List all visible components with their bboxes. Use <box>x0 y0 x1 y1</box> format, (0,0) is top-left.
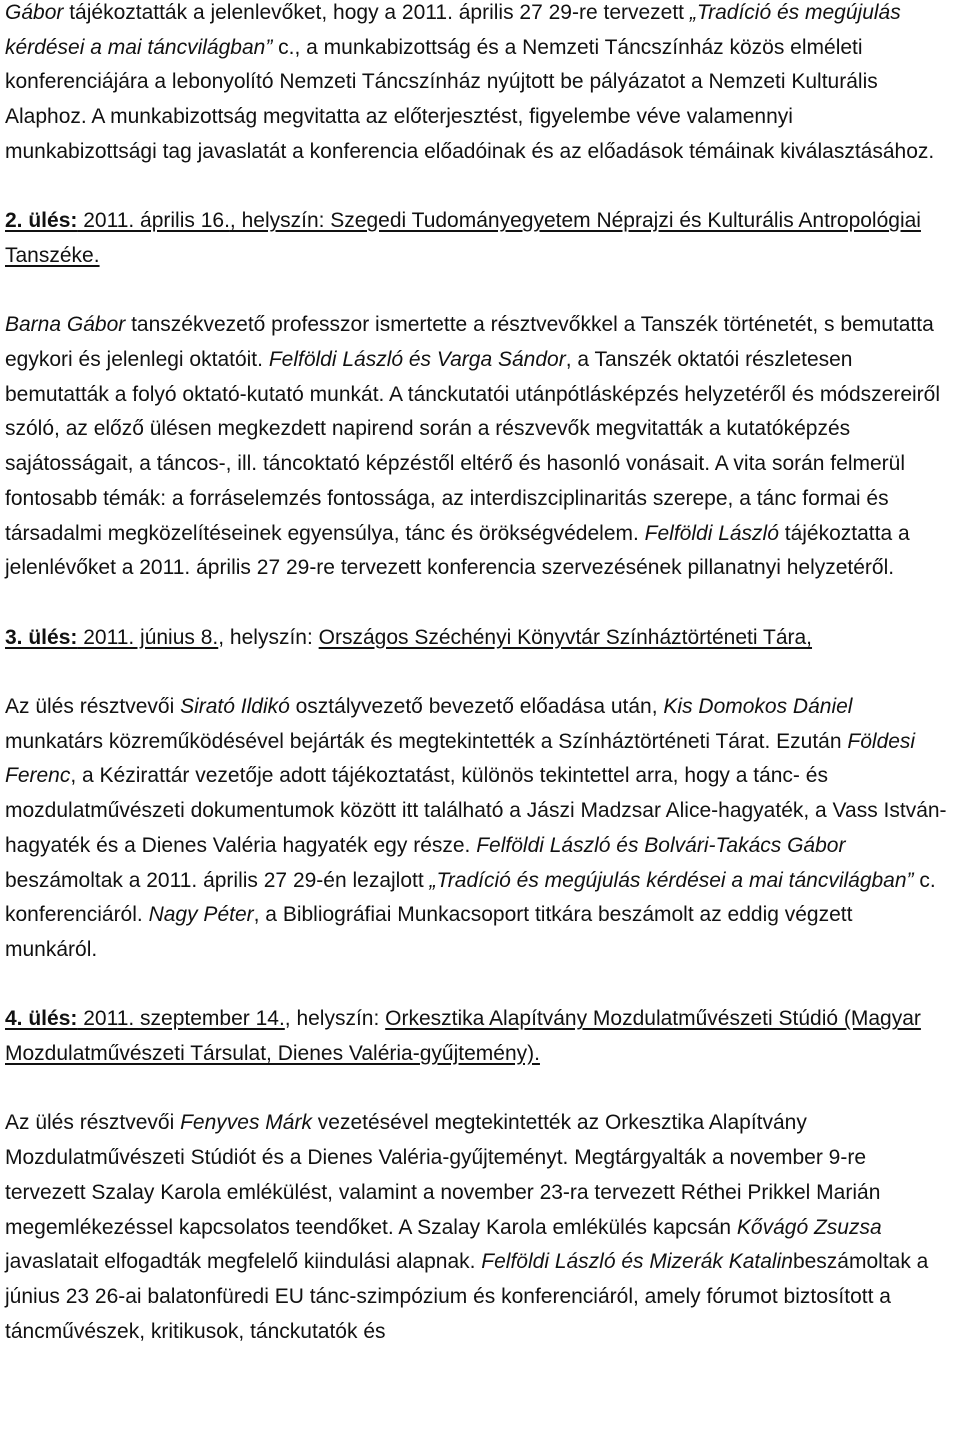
text-run: Földesi Ferenc <box>5 729 916 788</box>
text-run: 2011. április 16. <box>77 209 230 233</box>
text-run: , helyszín: Szegedi Tudományegyetem Néprajzi és Kulturális Antropológiai Tanszéke. <box>5 209 921 267</box>
text-run: Felföldi László és Varga Sándor <box>268 348 566 371</box>
text-run: Nagy Péter <box>148 903 254 927</box>
session-2-heading <box>5 204 950 273</box>
text-run: Barna Gábor <box>5 313 126 337</box>
text-run: Felföldi László és Bolvári-Takács Gábor <box>476 833 846 857</box>
paragraph-session-3 <box>5 690 950 968</box>
text-run: tájékoztatta a jelenlévőket a 2011. április 27 29-re tervezett konferencia szervezésének pillanatnyi helyzetéről. <box>5 521 910 580</box>
paragraph-gap <box>5 655 950 690</box>
text-run: javaslatait elfogadták megfelelő kiindulási alapnak. <box>5 1250 482 1274</box>
text-run: Fenyves Márk <box>180 1111 312 1135</box>
text-run: Gábor <box>5 1 64 24</box>
text-run: 2011. június 8. <box>77 625 219 649</box>
text-run: Országos Széchényi Könyvtár Színháztörténeti Tára, <box>318 625 813 649</box>
text-run: osztályvezető bevezető előadása után, <box>289 695 664 718</box>
text-run: „Tradíció és megújulás kérdései a mai táncvilágban” <box>429 868 914 892</box>
paragraph-gap <box>5 968 950 1003</box>
text-run: 2. ülés: <box>5 209 78 233</box>
text-run: Orkesztika Alapítvány Mozdulatművészeti Stúdió (Magyar Mozdulatművészeti Társulat, Dienes Valéria-gyűjtemény). <box>5 1007 921 1066</box>
text-run: munkatárs közreműködésével bejárták és megtekintették a Színháztörténeti Tárat. Ezután <box>5 729 848 753</box>
paragraph-gap <box>5 274 950 309</box>
paragraph-gap <box>5 1072 950 1107</box>
text-run: Felföldi László és Mizerák Katalin <box>481 1250 793 1274</box>
paragraph-session-4 <box>5 1106 950 1349</box>
paragraph-session-2 <box>5 308 950 586</box>
text-run: tájékoztatták a jelenlevőket, hogy a 2011. április 27 29-re tervezett <box>63 1 690 24</box>
text-run: , a Kézirattár vezetője adott tájékoztatást, különös tekintettel arra, hogy a tánc- és mozdulatművészeti dokumentumok között itt található a Jászi Madzsar Alice-hagyaték, a Vass István-hagyaték és a Dienes Valéria hagyaték egy része. <box>5 764 947 857</box>
text-run: , a Tanszék oktatói részletesen bemutatták a folyó oktató-kutató munkát. A tánckutatói utánpótlásképzés helyzetéről és módszereiről szóló, az előző ülésen megkezdett napirend során a részvevők megvitatták a kutatóképzés sajátosságait, a táncos-, ill. táncoktató képzéstől eltérő és hasonló vonásait. A vita során felmerül fontosabb témák: a forráselemzés fontossága, az interdiszciplinaritás szerepe, a tánc formai és társadalmi megközelítéseinek egyensúlya, tánc és örökségvédelem. <box>5 348 941 545</box>
text-run: Kővágó Zsuzsa <box>736 1215 882 1239</box>
paragraph-conference-intro <box>5 0 950 170</box>
text-run: beszámoltak a június 23 26-ai balatonfüredi EU tánc-szimpózium és konferenciáról, amely fórumot biztosított a táncművészek, kritikusok, tánckutatók és <box>5 1250 929 1343</box>
text-run: Az ülés résztvevői <box>5 695 181 718</box>
text-run: vezetésével megtekintették az Orkesztika Alapítvány Mozdulatművészeti Stúdiót és a Dienes Valéria-gyűjteményt. Megtárgyalták a november 9-re tervezett Szalay Karola emlékülést, valamint a november 23-ra tervezett Réthei Prikkel Marián megemlékezéssel kapcsolatos teendőket. A Szalay Karola emlékülés kapcsán <box>5 1111 881 1239</box>
text-run: beszámoltak a 2011. április 27 29-én lezajlott <box>5 868 430 892</box>
text-run: c., a munkabizottság és a Nemzeti Táncszínház közös elméleti konferenciájára a lebonyolító Nemzeti Táncszínház nyújtott be pályázatot a Nemzeti Kulturális Alaphoz. A munkabizottság megvitatta az előterjesztést, figyelembe véve valamennyi munkabizottsági tag javaslatát a konferencia előadóinak és az előadások témáinak kiválasztásához. <box>5 35 935 163</box>
text-run: 4. ülés: <box>5 1007 78 1031</box>
text-run: Kis Domokos Dániel <box>663 695 853 718</box>
text-run: Az ülés résztvevői <box>5 1111 181 1135</box>
text-run: , helyszín: <box>218 625 319 649</box>
text-run: Felföldi László <box>644 521 779 545</box>
text-run: tanszékvezető professzor ismertette a résztvevőkkel a Tanszék történetét, s bemutatta egykori és jelenlegi oktatóit. <box>5 313 934 371</box>
text-run: 3. ülés: <box>5 625 78 649</box>
text-run: c. konferenciáról. <box>5 868 936 927</box>
session-3-heading <box>5 621 950 656</box>
text-run: Sirató Ildikó <box>180 695 290 718</box>
paragraph-gap <box>5 586 950 621</box>
text-run: 2011. szeptember 14. <box>77 1007 285 1031</box>
text-run: , helyszín: <box>284 1007 386 1031</box>
session-4-heading <box>5 1002 950 1071</box>
paragraph-gap <box>5 170 950 205</box>
document-page <box>5 0 950 1349</box>
text-run: , a Bibliográfiai Munkacsoport titkára beszámolt az eddig végzett munkáról. <box>5 903 853 961</box>
text-run: „Tradíció és megújulás kérdései a mai táncvilágban” <box>5 1 901 59</box>
